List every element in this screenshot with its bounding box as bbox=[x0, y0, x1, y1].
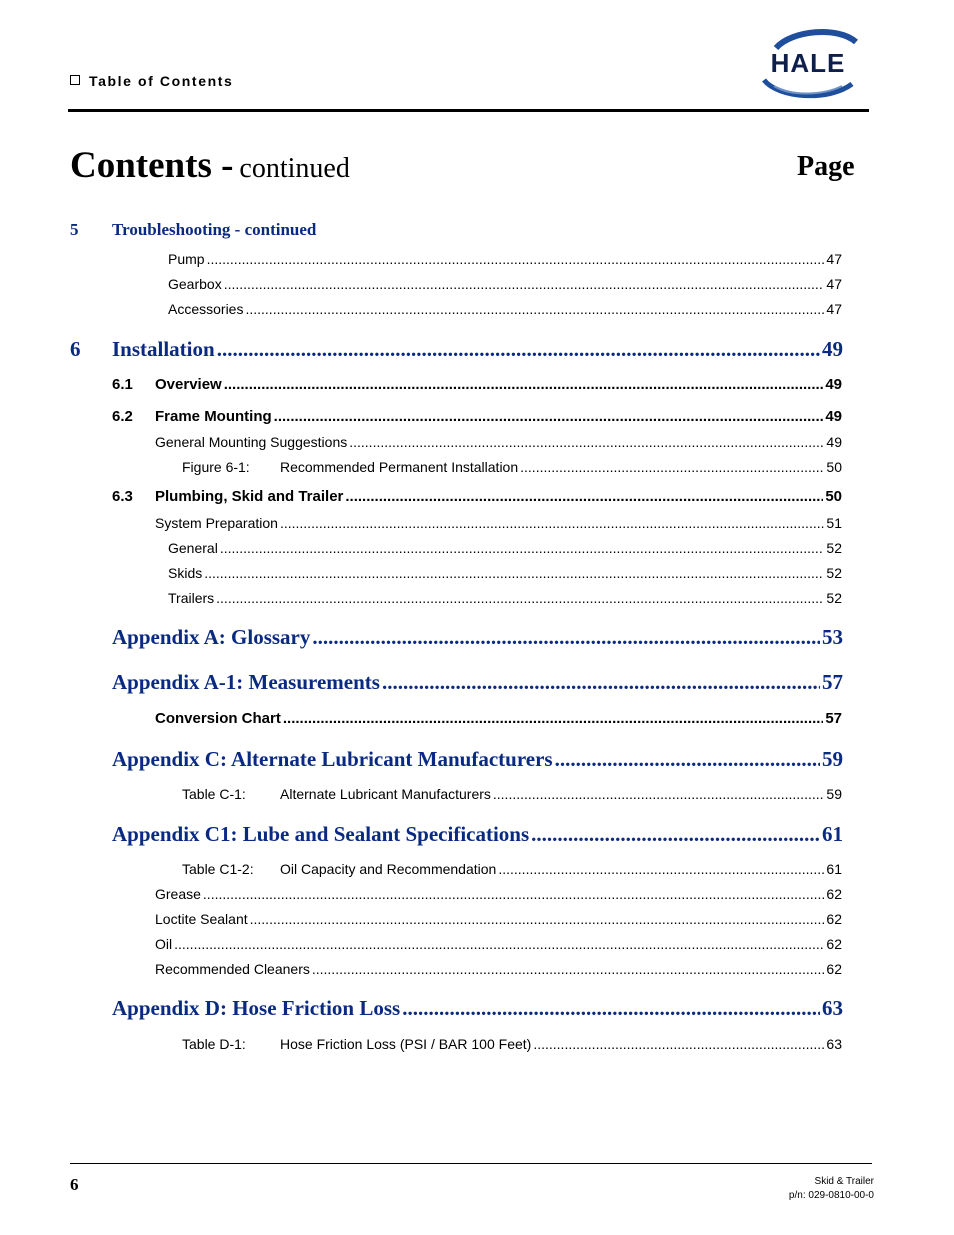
section-6-number: 6 bbox=[70, 337, 81, 361]
toc-entry-oil[interactable]: Oil ..... 62 bbox=[155, 936, 842, 952]
table-c-1-prefix: Table C-1: bbox=[182, 786, 246, 802]
table-d-1-prefix: Table D-1: bbox=[182, 1036, 246, 1052]
footer-doc-title: Skid & Trailer bbox=[814, 1176, 874, 1187]
figure-6-1-prefix: Figure 6-1: bbox=[182, 459, 250, 475]
toc-entry-skids[interactable]: Skids ..... 52 bbox=[168, 565, 842, 581]
toc-entry-trailers[interactable]: Trailers ..... 52 bbox=[168, 590, 842, 606]
toc-entry-frame-mounting[interactable]: Frame Mounting ..... 49 bbox=[155, 408, 842, 425]
toc-entry-installation[interactable]: Installation ..... 49 bbox=[112, 337, 843, 362]
footer-rule bbox=[70, 1163, 872, 1164]
toc-entry-conversion-chart[interactable]: Conversion Chart ..... 57 bbox=[155, 710, 842, 727]
section-6-2-number: 6.2 bbox=[112, 408, 133, 425]
toc-entry-table-c1-2[interactable]: Oil Capacity and Recommendation ..... 61 bbox=[280, 861, 842, 877]
toc-entry-appendix-a1[interactable]: Appendix A-1: Measurements ..... 57 bbox=[112, 670, 843, 695]
toc-entry-general-mounting[interactable]: General Mounting Suggestions ..... 49 bbox=[155, 434, 842, 450]
page-column-heading: Page bbox=[797, 151, 855, 182]
toc-entry-table-d-1[interactable]: Hose Friction Loss (PSI / BAR 100 Feet) ..... 63 bbox=[280, 1036, 842, 1052]
checkbox-bullet-icon bbox=[70, 75, 80, 85]
toc-entry-overview[interactable]: Overview ..... 49 bbox=[155, 376, 842, 393]
page-title: Contents - continued bbox=[70, 145, 350, 186]
svg-text:HALE: HALE bbox=[770, 48, 846, 78]
hale-logo bbox=[752, 28, 864, 100]
toc-entry-figure-6-1[interactable]: Recommended Permanent Installation ..... 50 bbox=[280, 459, 842, 475]
toc-entry-recommended-cleaners[interactable]: Recommended Cleaners ..... 62 bbox=[155, 961, 842, 977]
section-label: Table of Contents bbox=[70, 73, 233, 89]
table-c1-2-prefix: Table C1-2: bbox=[182, 861, 254, 877]
toc-entry-loctite[interactable]: Loctite Sealant ..... 62 bbox=[155, 911, 842, 927]
footer-page-number: 6 bbox=[70, 1175, 79, 1194]
toc-entry-appendix-c[interactable]: Appendix C: Alternate Lubricant Manufacturers ..... 59 bbox=[112, 747, 843, 772]
toc-entry-gearbox[interactable]: Gearbox ..... 47 bbox=[168, 276, 842, 292]
section-6-1-number: 6.1 bbox=[112, 376, 133, 393]
toc-entry-plumbing[interactable]: Plumbing, Skid and Trailer ..... 50 bbox=[155, 488, 842, 505]
toc-entry-appendix-c1[interactable]: Appendix C1: Lube and Sealant Specifications ..... 61 bbox=[112, 822, 843, 847]
section-5-number: 5 bbox=[70, 220, 79, 239]
toc-entry-system-preparation[interactable]: System Preparation ..... 51 bbox=[155, 515, 842, 531]
toc-entry-table-c-1[interactable]: Alternate Lubricant Manufacturers ..... 59 bbox=[280, 786, 842, 802]
section-6-3-number: 6.3 bbox=[112, 488, 133, 505]
footer-doc-info bbox=[789, 1175, 874, 1203]
toc-entry-general[interactable]: General ..... 52 bbox=[168, 540, 842, 556]
toc-entry-appendix-a[interactable]: Appendix A: Glossary ..... 53 bbox=[112, 625, 843, 650]
toc-entry-pump[interactable]: Pump ..... 47 bbox=[168, 251, 842, 267]
toc-entry-grease[interactable]: Grease ..... 62 bbox=[155, 886, 842, 902]
section-5-title[interactable]: Troubleshooting - continued bbox=[112, 220, 317, 239]
header-rule bbox=[68, 109, 869, 112]
toc-entry-appendix-d[interactable]: Appendix D: Hose Friction Loss ..... 63 bbox=[112, 996, 843, 1021]
toc-entry-accessories[interactable]: Accessories ..... 47 bbox=[168, 301, 842, 317]
footer-part-number: p/n: 029-0810-00-0 bbox=[788, 1190, 874, 1201]
